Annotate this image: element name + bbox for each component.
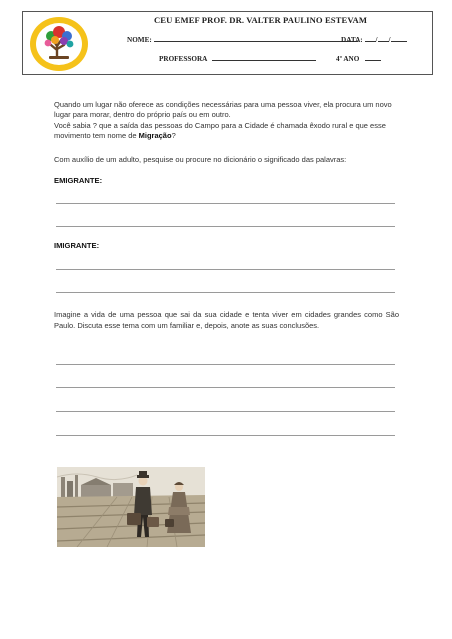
data-label: DATA: [341, 36, 363, 44]
worksheet-header [22, 11, 433, 75]
ano-label: 4º ANO [336, 55, 360, 63]
nome-label: NOME: [127, 36, 152, 44]
answer-line[interactable] [56, 292, 395, 293]
data-year-field[interactable] [391, 35, 407, 42]
answer-line[interactable] [56, 269, 395, 270]
intro-text [54, 100, 399, 142]
answer-line[interactable] [56, 387, 395, 388]
professora-line [159, 54, 316, 63]
intro-line-1: Quando um lugar não oferece as condições necessárias para uma pessoa viver, ela procura um novo lugar para morar, dentro do próprio país ou em outro. [54, 100, 392, 120]
nome-line [127, 35, 358, 44]
answer-line[interactable] [56, 364, 395, 365]
task-text: Imagine a vida de uma pessoa que sai da sua cidade e tenta viver em cidades grandes como São Paulo. Discuta esse tema com um familiar e, depois, anote as suas conclusões. [54, 310, 399, 331]
answer-line[interactable] [56, 226, 395, 227]
intro-line-2: Você sabia ? que a saída das pessoas do Campo para a Cidade é chamada êxodo rural e que esse movimento tem nome de Migração? [54, 120, 386, 141]
answer-line[interactable] [56, 411, 395, 412]
data-line: DATA: / / [341, 35, 407, 44]
ano-field[interactable] [365, 54, 381, 61]
answer-line[interactable] [56, 203, 395, 204]
nome-field[interactable] [154, 35, 358, 42]
professora-field[interactable] [212, 54, 316, 61]
migrant-couple-illustration [57, 467, 205, 547]
data-day-field[interactable] [365, 35, 376, 42]
professora-label: PROFESSORA [159, 55, 207, 63]
migracao-word: Migração [138, 131, 172, 141]
emigrante-label: EMIGRANTE: [54, 176, 103, 185]
data-month-field[interactable] [378, 35, 389, 42]
imigrante-label: IMIGRANTE: [54, 241, 100, 250]
answer-line[interactable] [56, 435, 395, 436]
instruction-text: Com auxílio de um adulto, pesquise ou procure no dicionário o significado das palavras: [54, 155, 347, 164]
ano-line [336, 54, 381, 63]
school-name: CEU EMEF PROF. DR. VALTER PAULINO ESTEVAM [153, 15, 368, 25]
school-logo [29, 16, 89, 72]
